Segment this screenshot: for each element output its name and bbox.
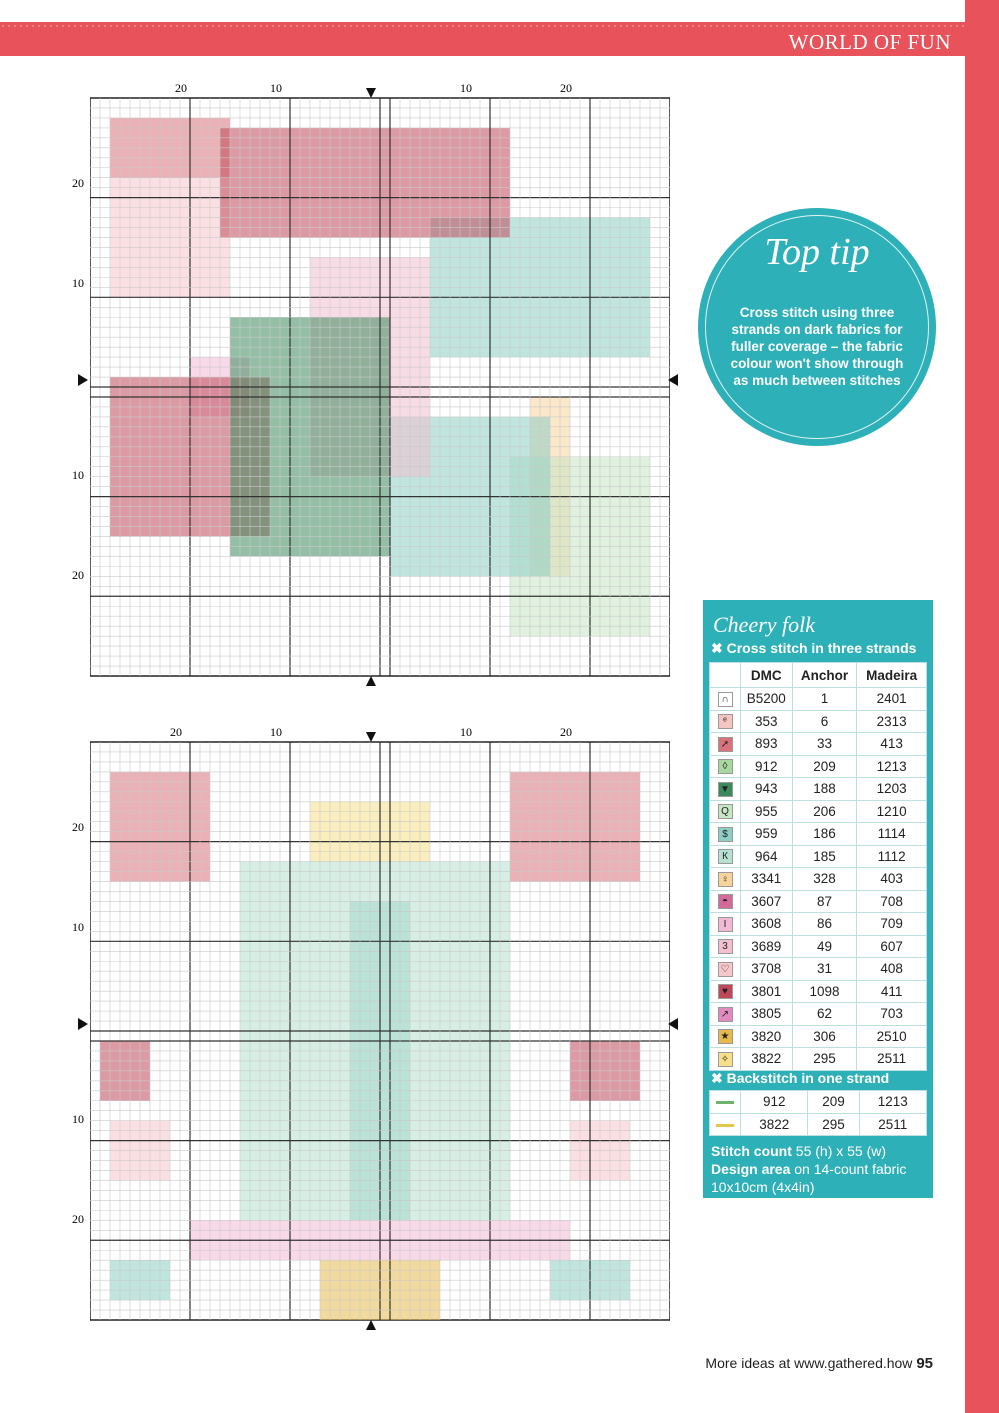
backstitch-line-icon [716,1124,734,1127]
symbol-cell [710,800,741,823]
thread-row [710,913,927,936]
thread-symbol-icon: ♀ [718,872,733,887]
center-arrow-icon [366,1320,376,1330]
dmc-cell: 3608 [741,913,793,936]
anchor-cell: 31 [792,958,857,981]
symbol-cell [710,778,741,801]
thread-symbol-icon: Q [718,804,733,819]
section-title: WORLD OF FUN [788,30,951,54]
thread-symbol-icon: 3 [718,939,733,954]
thread-symbol-icon: I [718,917,733,932]
dmc-cell: 3341 [741,868,793,891]
dmc-cell: 3801 [741,980,793,1003]
center-arrow-icon [668,374,678,386]
madeira-cell: 1114 [857,823,927,846]
design-area-label: Design area [711,1161,791,1177]
symbol-cell [710,890,741,913]
stitch-count-value: 55 (h) x 55 (w) [795,1143,887,1159]
madeira-cell: 2313 [857,710,927,733]
key-title: Cheery folk [713,612,816,637]
thread-row [710,890,927,913]
madeira-cell: 709 [857,913,927,936]
top-axis-label: 10 [460,725,472,739]
thread-row [710,733,927,756]
center-arrow-icon [366,88,376,98]
thread-row [710,1025,927,1048]
thread-symbol-icon: ♡ [718,962,733,977]
anchor-cell: 49 [792,935,857,958]
center-arrow-icon [366,676,376,686]
madeira-cell: 413 [857,733,927,756]
madeira-cell: 2511 [859,1113,926,1136]
symbol-cell [710,845,741,868]
stitch-region [510,772,640,882]
symbol-cell [710,755,741,778]
symbol-cell [710,1113,741,1136]
symbol-cell [710,980,741,1003]
thread-symbol-icon: К [718,849,733,864]
thread-row [710,935,927,958]
backstitch-row [710,1091,927,1114]
madeira-cell: 703 [857,1003,927,1026]
thread-row [710,980,927,1003]
thread-table [709,662,927,1071]
thread-symbol-icon: ∩ [718,692,733,707]
column-header: Anchor [792,663,857,688]
anchor-cell: 1 [792,688,857,711]
madeira-cell: 403 [857,868,927,891]
madeira-cell: 1203 [857,778,927,801]
dmc-cell: 964 [741,845,793,868]
symbol-cell [710,1003,741,1026]
symbol-cell [710,733,741,756]
backstitch-line-icon [716,1101,734,1104]
madeira-cell: 2511 [857,1048,927,1071]
madeira-cell: 1213 [859,1091,926,1114]
symbol-cell [710,1025,741,1048]
dmc-cell: 959 [741,823,793,846]
page-footer [705,1355,933,1372]
madeira-cell: 607 [857,935,927,958]
anchor-cell: 87 [792,890,857,913]
thread-symbol-icon: ♥ [718,984,733,999]
anchor-cell: 306 [792,1025,857,1048]
top-axis-label: 20 [560,725,572,739]
column-header: Madeira [857,663,927,688]
column-header: DMC [741,663,793,688]
thread-row [710,1048,927,1071]
symbol-cell [710,688,741,711]
anchor-cell: 328 [792,868,857,891]
dmc-cell: 3708 [741,958,793,981]
anchor-cell: 206 [792,800,857,823]
thread-row [710,958,927,981]
left-axis-label: 20 [72,820,84,834]
thread-row [710,868,927,891]
thread-row [710,1003,927,1026]
anchor-cell: 295 [808,1113,859,1136]
anchor-cell: 1098 [792,980,857,1003]
anchor-cell: 6 [792,710,857,733]
top-axis-label: 10 [270,725,282,739]
dmc-cell: 3822 [741,1113,808,1136]
thread-symbol-icon: ◓ [718,894,733,909]
madeira-cell: 408 [857,958,927,981]
thread-symbol-icon: ↗ [718,1007,733,1022]
madeira-cell: 2401 [857,688,927,711]
top-tip-badge [698,208,936,446]
anchor-cell: 33 [792,733,857,756]
madeira-cell: 411 [857,980,927,1003]
dmc-cell: B5200 [741,688,793,711]
thread-row [710,823,927,846]
thread-symbol-icon: ★ [718,1029,733,1044]
symbol-cell [710,913,741,936]
cross-stitch-heading: ✖ Cross stitch in three strands [711,640,917,656]
center-arrow-icon [78,374,88,386]
backstitch-heading: ✖ Backstitch in one strand [711,1070,890,1086]
stitch-region [220,128,510,238]
thread-table-header [710,663,927,688]
tip-body: Cross stitch using three strands on dark fabrics for fuller coverage – the fabric colour won't show through as much between stitches [730,305,904,388]
thread-symbol-icon: ✧ [718,1052,733,1067]
madeira-cell: 1210 [857,800,927,823]
chart-top-grid [90,78,670,688]
top-axis-label: 10 [270,81,282,95]
left-axis-label: 10 [72,276,84,290]
dmc-cell: 3820 [741,1025,793,1048]
symbol-cell [710,1048,741,1071]
symbol-cell [710,868,741,891]
thread-row [710,778,927,801]
dmc-cell: 912 [741,755,793,778]
thread-row [710,845,927,868]
design-area-value: on 14-count fabric 10x10cm (4x4in) [711,1161,907,1195]
thread-symbol-icon: ◊ [718,759,733,774]
stitch-stats [711,1142,927,1196]
anchor-cell: 188 [792,778,857,801]
dmc-cell: 943 [741,778,793,801]
left-axis-label: 20 [72,568,84,582]
thread-row [710,800,927,823]
thread-row [710,710,927,733]
anchor-cell: 209 [808,1091,859,1114]
chart-bottom [90,722,670,1332]
anchor-cell: 185 [792,845,857,868]
stitch-count-label: Stitch count [711,1143,792,1159]
center-arrow-icon [668,1018,678,1030]
symbol-cell [710,823,741,846]
madeira-cell: 2510 [857,1025,927,1048]
dmc-cell: 955 [741,800,793,823]
thread-row [710,688,927,711]
dmc-cell: 353 [741,710,793,733]
thread-row [710,755,927,778]
symbol-cell [710,958,741,981]
thread-symbol-icon: ▼ [718,782,733,797]
thread-symbol-icon: ᵉ [718,714,733,729]
backstitch-table [709,1090,927,1136]
left-axis-label: 10 [72,1112,84,1126]
footer-link-text[interactable]: More ideas at www.gathered.how [705,1355,913,1371]
left-axis-label: 20 [72,176,84,190]
dmc-cell: 3689 [741,935,793,958]
symbol-cell [710,935,741,958]
dmc-cell: 912 [741,1091,808,1114]
dmc-cell: 3607 [741,890,793,913]
center-arrow-icon [366,732,376,742]
left-axis-label: 20 [72,1212,84,1226]
thread-symbol-icon: $ [718,827,733,842]
page-number: 95 [916,1355,933,1372]
top-axis-label: 20 [560,81,572,95]
symbol-cell [710,1091,741,1114]
chart-bottom-grid [90,722,670,1332]
top-axis-label: 10 [460,81,472,95]
left-axis-label: 10 [72,920,84,934]
anchor-cell: 62 [792,1003,857,1026]
thread-key-panel [703,600,933,1198]
anchor-cell: 295 [792,1048,857,1071]
anchor-cell: 186 [792,823,857,846]
madeira-cell: 1112 [857,845,927,868]
dmc-cell: 3822 [741,1048,793,1071]
dmc-cell: 3805 [741,1003,793,1026]
left-axis-label: 10 [72,468,84,482]
chart-top [90,78,670,688]
anchor-cell: 86 [792,913,857,936]
madeira-cell: 708 [857,890,927,913]
madeira-cell: 1213 [857,755,927,778]
tip-title: Top tip [764,231,870,273]
symbol-cell [710,710,741,733]
top-axis-label: 20 [170,725,182,739]
thread-symbol-icon: ➚ [718,737,733,752]
backstitch-row [710,1113,927,1136]
page-edge-bar [965,0,999,1413]
top-axis-label: 20 [175,81,187,95]
anchor-cell: 209 [792,755,857,778]
header-dot-pattern [0,24,999,28]
center-arrow-icon [78,1018,88,1030]
dmc-cell: 893 [741,733,793,756]
